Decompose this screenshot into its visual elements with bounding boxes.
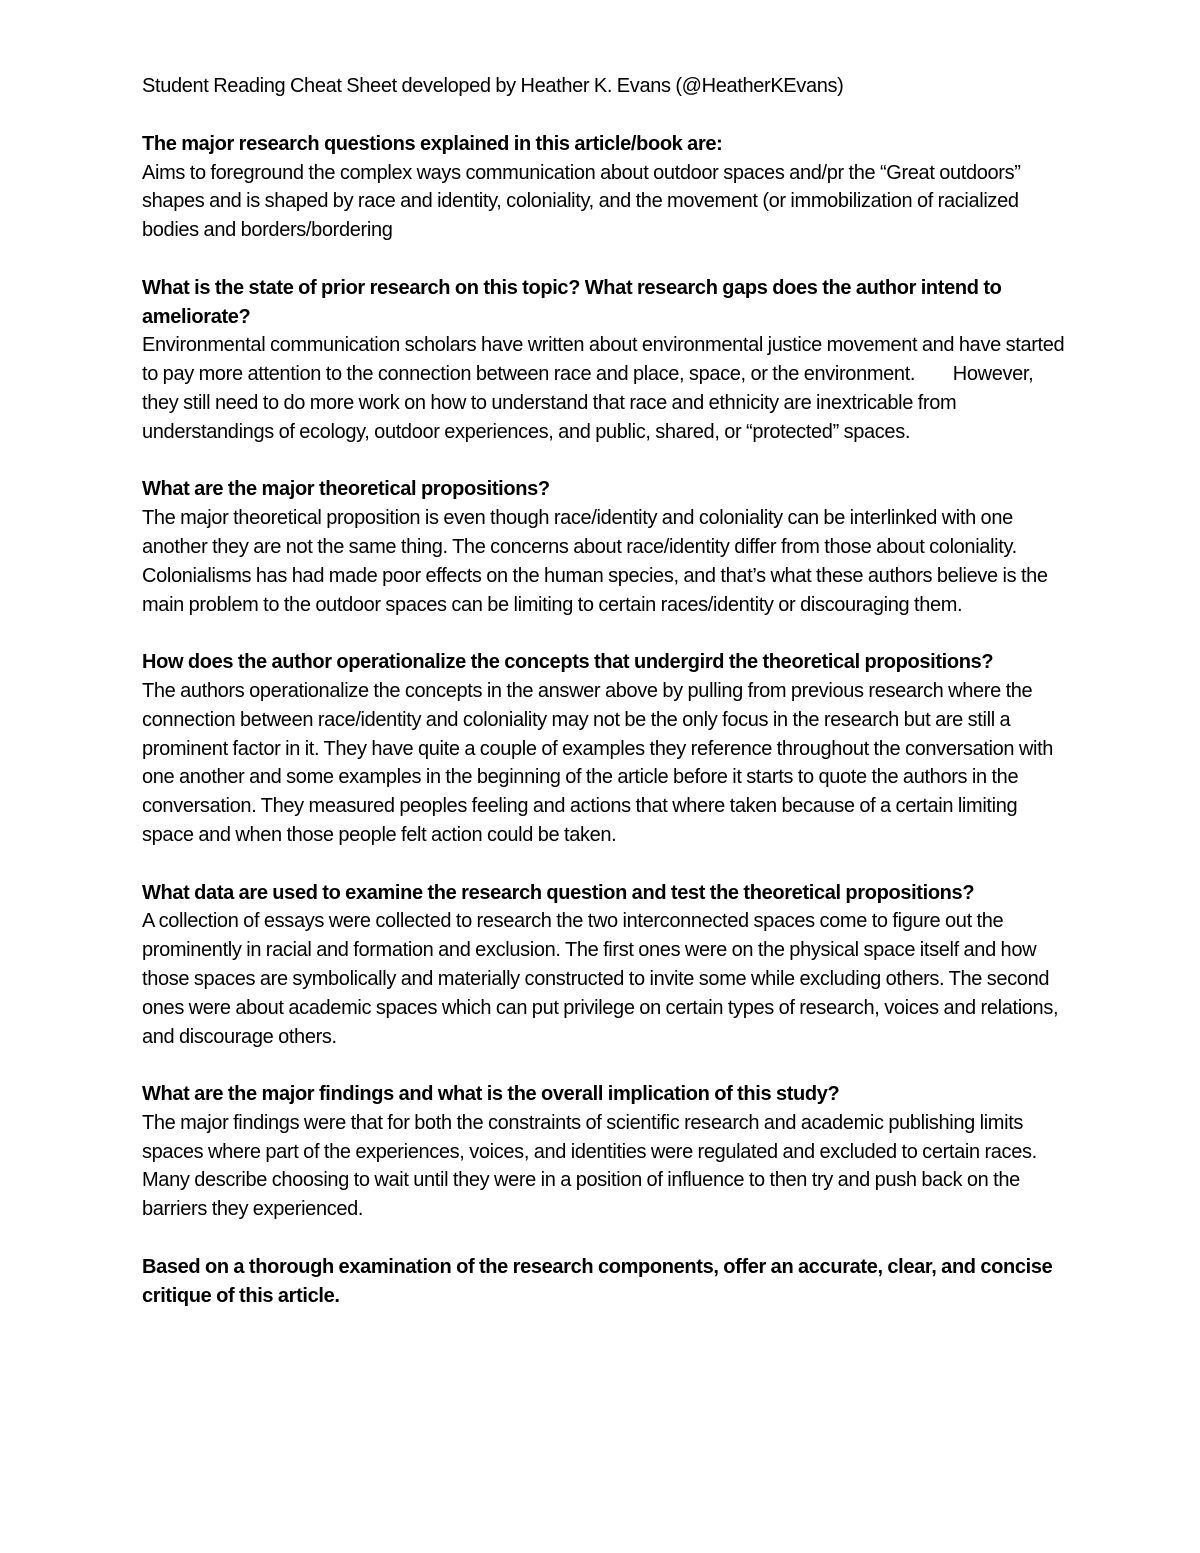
section-answer: The major findings were that for both the constraints of scientific research and academic publishing limits spaces where part of the experiences, voices, and identities were regulated and excluded to certain races. Many describe choosing to wait until they were in a position of influence to then try and push back on the barriers they experienced. <box>142 1111 1037 1221</box>
section-question: What is the state of prior research on this topic? What research gaps does the author intend to ameliorate? <box>142 276 1002 328</box>
section-question: What are the major theoretical propositions? <box>142 478 550 501</box>
section-question: What are the major findings and what is the overall implication of this study? <box>142 1083 840 1106</box>
section-findings <box>142 1080 1072 1224</box>
section-answer: Environmental communication scholars have written about environmental justice movement and have started to pay more attention to the connection between race and place, space, or the environment. However, they still need to do more work on how to understand that race and ethnicity are inextricable from understandings of ecology, outdoor experiences, and public, shared, or “protected” spaces. <box>142 334 1069 443</box>
section-answer: A collection of essays were collected to research the two interconnected spaces come to figure out the prominently in racial and formation and exclusion. The first ones were on the physical space itself and how those spaces are symbolically and materially constructed to invite some while excluding others. The second ones were about academic spaces which can put privilege on certain types of research, voices and relations, and discourage others. <box>142 910 1059 1048</box>
section-question: Based on a thorough examination of the research components, offer an accurate, clear, and concise critique of this article. <box>142 1255 1053 1307</box>
section-research-questions <box>142 130 1072 245</box>
section-answer: Aims to foreground the complex ways communication about outdoor spaces and/pr the “Great outdoors” shapes and is shaped by race and identity, coloniality, and the movement (or immobilization of racialized bodies and borders/bordering <box>142 161 1021 242</box>
section-data <box>142 879 1072 1052</box>
section-question: The major research questions explained in this article/book are: <box>142 132 723 155</box>
section-critique <box>142 1253 1072 1311</box>
section-question: What data are used to examine the research question and test the theoretical propositions? <box>142 881 975 904</box>
section-theoretical-propositions <box>142 475 1072 619</box>
document-body <box>142 72 1072 1339</box>
section-answer: The major theoretical proposition is even though race/identity and coloniality can be interlinked with one another they are not the same thing. The concerns about race/identity differ from those about coloniality. Colonialisms has had made poor effects on the human species, and that’s what these authors believe is the main problem to the outdoor spaces can be limiting to certain races/identity or discouraging them. <box>142 507 1048 616</box>
section-answer: The authors operationalize the concepts in the answer above by pulling from previous research where the connection between race/identity and coloniality may not be the only focus in the research but are still a prominent factor in it. They have quite a couple of examples they reference throughout the conversation with one another and some examples in the beginning of the article before it starts to quote the authors in the conversation. They measured peoples feeling and actions that where taken because of a certain limiting space and when those people felt action could be taken. <box>142 679 1054 846</box>
section-question: How does the author operationalize the concepts that undergird the theoretical propositions? <box>142 651 994 674</box>
document-header: Student Reading Cheat Sheet developed by Heather K. Evans (@HeatherKEvans) <box>142 75 844 97</box>
section-prior-research <box>142 274 1072 447</box>
section-operationalization <box>142 648 1072 850</box>
